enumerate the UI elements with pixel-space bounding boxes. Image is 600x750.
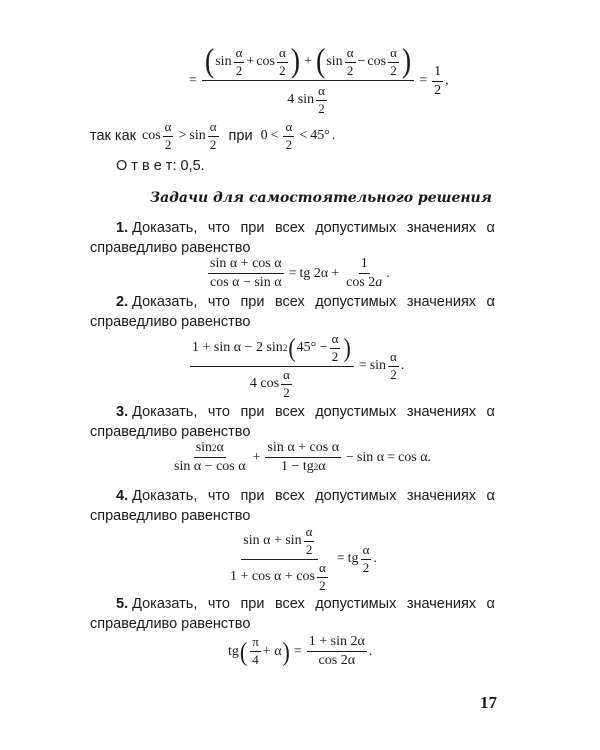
answer-label: О т в е т: xyxy=(116,158,177,174)
because-text: так как xyxy=(90,128,136,145)
when-text: при xyxy=(228,128,253,145)
task-3-formula: sin 2 α sin α − cos α + sin α + cos α 1 − tg 2 α − sin α = cos α. xyxy=(174,440,432,475)
task-2-formula: 1 + sin α − 2 sin 2 ( 45° − $\frac{\alpha}{2}$ ) 4 cos $\frac{\alpha}{2}$ = sin $\frac{\alpha}{2}$ . xyxy=(192,331,405,400)
task-4: 4. Доказать, что при всех допустимых значениях α справедливо равенство xyxy=(90,488,495,524)
section-heading: Задачи для самостоятельного решения xyxy=(150,190,492,206)
answer-value: 0,5. xyxy=(180,158,205,174)
task-3: 3. Доказать, что при всех допустимых значениях α справедливо равенство xyxy=(90,404,495,440)
answer-line xyxy=(116,158,205,174)
task-1-formula: $\frac{\text{sin α + cos α}}{\text{cos α − sin α}}$ = tg 2α + 1 cos 2 a . xyxy=(210,256,390,291)
task-4-formula: sin α + sin $\frac{\alpha}{2}$ 1 + cos α + cos $\frac{\alpha}{2}$ = tg $\frac{\alpha}{2}$ . xyxy=(230,524,377,593)
task-1: 1. Доказать, что при всех допустимых значениях α справедливо равенство xyxy=(90,220,495,256)
top-formula-fraction: ( sin $\frac{\alpha}{2}$ + cos $\frac{\alpha}{2}$ ) + ( sin $\frac{\alpha}{2}$ − cos $\frac{\alpha}{2}$ ) 4 sin $\frac{\alpha}{2}$ xyxy=(202,46,414,117)
page-number: 17 xyxy=(480,693,497,712)
condition-line: так как cos $\frac{\alpha}{2}$ > sin $\frac{\alpha}{2}$ при 0 < $\frac{\alpha}{2}$ < 45° . xyxy=(90,119,336,152)
task-2: 2. Доказать, что при всех допустимых значениях α справедливо равенство xyxy=(90,294,495,330)
formula-trailing-comma: , xyxy=(445,73,449,89)
task-5: 5. Доказать, что при всех допустимых значениях α справедливо равенство xyxy=(90,596,495,632)
top-formula: = ( sin $\frac{\alpha}{2}$ + cos $\frac{\alpha}{2}$ ) + ( sin $\frac{\alpha}{2}$ − cos $\frac{\alpha}{2}$ ) 4 sin $\frac{\alpha}{2}$ = $\frac{1}{2}$ , xyxy=(189,43,449,116)
task-5-formula: tg ( $\frac{\pi}{4}$ + α ) = $\frac{1 + \sin 2\alpha}{\cos 2\alpha}$ . xyxy=(228,634,373,669)
